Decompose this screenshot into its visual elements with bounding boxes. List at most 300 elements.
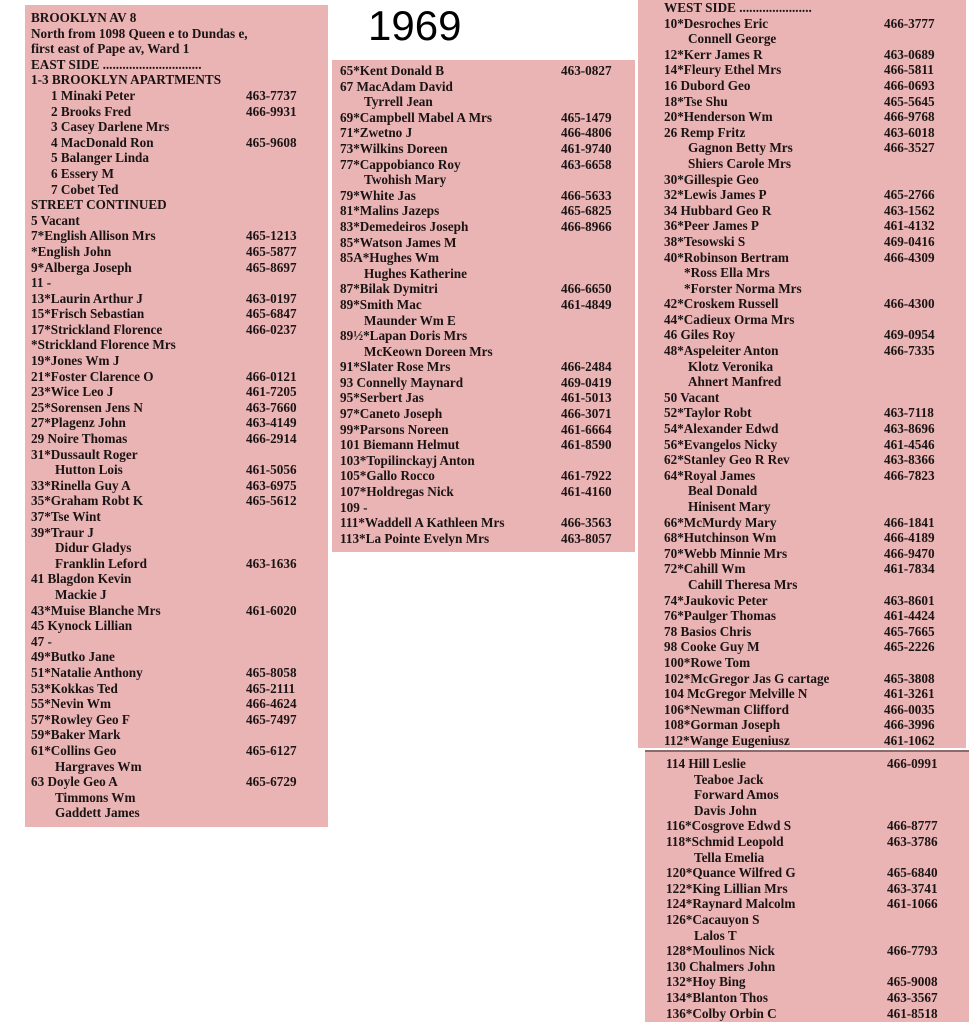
street-description: first east of Pape av, Ward 1 [31, 41, 190, 57]
entry-name: 57*Rowley Geo F [31, 711, 130, 727]
entry-name: 130 Chalmers John [666, 958, 776, 974]
entry-phone: 463-0827 [561, 63, 612, 78]
entry-name: 51*Natalie Anthony [31, 664, 143, 680]
entry-phone [884, 156, 966, 172]
entry-name: Mackie J [55, 586, 107, 602]
entry-phone: 461-4132 [884, 218, 935, 234]
directory-entry [666, 818, 969, 834]
entry-phone: 466-4189 [884, 530, 935, 546]
entry-name: 50 Vacant [664, 389, 720, 405]
entry-phone: 463-4149 [246, 415, 297, 431]
entry-phone [246, 150, 328, 166]
directory-entry [31, 681, 328, 697]
directory-entry [664, 47, 966, 63]
entry-phone [246, 337, 328, 353]
entry-name: Ahnert Manfred [688, 374, 782, 390]
entry-phone: 466-6650 [561, 281, 612, 297]
entry-phone [561, 94, 635, 110]
directory-entry [664, 437, 966, 453]
directory-entry [664, 593, 966, 609]
entry-phone: 461-4546 [884, 436, 935, 452]
entry-phone: 465-6847 [246, 306, 297, 322]
directory-entry [31, 790, 328, 806]
directory-entry [664, 639, 966, 655]
directory-entry [31, 571, 328, 587]
entry-name: Klotz Veronika [688, 358, 774, 374]
directory-entry [664, 546, 966, 562]
entry-phone: 463-6975 [246, 477, 297, 493]
entry-name: 105*Gallo Rocco [340, 468, 435, 484]
entry-name: 72*Cahill Wm [664, 561, 746, 577]
directory-entry [340, 250, 635, 266]
entry-phone [246, 197, 328, 213]
entry-phone: 463-3567 [887, 989, 938, 1005]
directory-entry [31, 774, 328, 790]
entry-name: Forward Amos [694, 787, 779, 803]
entry-name: Shiers Carole Mrs [688, 155, 792, 171]
entry-phone [884, 655, 966, 671]
entry-phone: 461-1066 [887, 896, 938, 912]
entry-name: STREET CONTINUED [31, 197, 167, 213]
entry-name: 23*Wice Leo J [31, 384, 114, 400]
directory-entry [31, 369, 328, 385]
directory-entry [31, 587, 328, 603]
entry-name: 45 Kynock Lillian [31, 618, 133, 634]
directory-entry [664, 483, 966, 499]
directory-entry [31, 556, 328, 572]
entry-name: Gaddett James [55, 805, 140, 821]
directory-entry [31, 478, 328, 494]
entry-name: 79*White Jas [340, 187, 416, 203]
entry-name: 44*Cadieux Orma Mrs [664, 311, 795, 327]
directory-entry [340, 94, 635, 110]
entry-name: 41 Blagdon Kevin [31, 571, 132, 587]
directory-entry [664, 94, 966, 110]
entry-phone: 466-7335 [884, 343, 935, 359]
entry-phone [246, 509, 328, 525]
directory-entry [664, 203, 966, 219]
entry-phone: 466-0121 [246, 368, 297, 384]
entry-phone: 463-3786 [887, 833, 938, 849]
entry-phone [887, 803, 969, 819]
directory-entry [31, 213, 328, 229]
entry-phone [246, 275, 328, 291]
entry-phone [884, 359, 966, 375]
directory-entry [31, 525, 328, 541]
entry-phone: 466-4309 [884, 249, 935, 265]
entry-phone [884, 312, 966, 328]
entry-phone: 465-3808 [884, 670, 935, 686]
entry-phone: 466-2914 [246, 431, 297, 447]
directory-entry [664, 218, 966, 234]
directory-entry [666, 803, 969, 819]
entry-phone: 465-2226 [884, 639, 935, 655]
entry-phone [561, 266, 635, 282]
entry-phone [561, 344, 635, 360]
entry-name: 32*Lewis James P [664, 187, 767, 203]
entry-phone [884, 172, 966, 188]
entry-name: 31*Dussault Roger [31, 446, 138, 462]
entry-name: 114 Hill Leslie [666, 756, 746, 771]
entry-phone [246, 790, 328, 806]
directory-entry [340, 453, 635, 469]
entry-name: 59*Baker Mark [31, 727, 121, 743]
directory-entry [340, 406, 635, 422]
entry-phone: 463-7118 [884, 405, 934, 421]
directory-entry [340, 157, 635, 173]
entry-name: 29 Noire Thomas [31, 431, 128, 447]
entry-phone: 461-1062 [884, 732, 935, 748]
entry-name: Cahill Theresa Mrs [688, 576, 798, 592]
directory-entry [31, 228, 328, 244]
directory-entry [340, 328, 635, 344]
directory-entry [31, 197, 328, 213]
entry-phone: 465-5877 [246, 243, 297, 259]
directory-entry [666, 881, 969, 897]
entry-name: 27*Plagenz John [31, 415, 126, 431]
entry-phone [561, 453, 635, 469]
directory-entry [664, 343, 966, 359]
entry-name: 25*Sorensen Jens N [31, 399, 143, 415]
directory-entry [664, 359, 966, 375]
directory-entry [340, 203, 635, 219]
entry-phone [246, 805, 328, 821]
entry-phone [561, 79, 635, 95]
entry-phone: 466-8777 [887, 818, 938, 834]
directory-entry [664, 374, 966, 390]
entry-name: 11 - [31, 275, 52, 291]
directory-entry [31, 665, 328, 681]
entry-phone: 466-5633 [561, 187, 612, 203]
directory-entry [664, 655, 966, 671]
directory-entry [664, 327, 966, 343]
entry-name: 116*Cosgrove Edwd S [666, 818, 792, 834]
entry-phone [887, 772, 969, 788]
entry-name: 81*Malins Jazeps [340, 203, 440, 219]
entry-phone: 461-3261 [884, 686, 935, 702]
directory-entry [664, 608, 966, 624]
entry-name: 21*Foster Clarence O [31, 368, 154, 384]
entry-name: Maunder Wm E [364, 312, 456, 328]
directory-entry [31, 275, 328, 291]
entry-name: 12*Kerr James R [664, 46, 763, 62]
entry-name: 136*Colby Orbin C [666, 1005, 777, 1021]
entry-phone: 469-0416 [884, 233, 935, 249]
directory-entry [31, 291, 328, 307]
entry-phone: 466-4806 [561, 125, 612, 141]
directory-entry [340, 297, 635, 313]
directory-entry [664, 312, 966, 328]
entry-phone: 463-6658 [561, 156, 612, 172]
entry-name: 38*Tesowski S [664, 233, 746, 249]
side-heading: EAST SIDE .............................. [31, 56, 202, 72]
entry-name: Gagnon Betty Mrs [688, 140, 793, 156]
entry-name: 112*Wange Eugeniusz [664, 732, 790, 748]
directory-entry [666, 959, 969, 975]
directory-entry [340, 266, 635, 282]
entry-name: 104 McGregor Melville N [664, 686, 808, 702]
entry-name: 99*Parsons Noreen [340, 421, 449, 437]
entry-name: Connell George [688, 31, 777, 47]
entry-phone: 463-0689 [884, 46, 935, 62]
entry-phone [887, 912, 969, 928]
entry-phone: 466-2484 [561, 359, 612, 375]
entry-name: 1 Minaki Peter [51, 87, 136, 103]
entry-name: 1-3 BROOKLYN APARTMENTS [31, 72, 222, 88]
entry-name: 85*Watson James M [340, 234, 457, 250]
directory-entry [666, 1006, 969, 1022]
entry-name: 62*Stanley Geo R Rev [664, 452, 790, 468]
entry-phone: 466-3071 [561, 406, 612, 422]
entry-phone: 461-6664 [561, 421, 612, 437]
entry-phone: 463-8057 [561, 530, 612, 546]
directory-entry [31, 400, 328, 416]
entry-phone: 466-3563 [561, 515, 612, 531]
entry-phone [246, 119, 328, 135]
entry-name: 100*Rowe Tom [664, 654, 751, 670]
directory-entry [664, 421, 966, 437]
entry-phone [246, 571, 328, 587]
entry-phone: 465-1213 [246, 228, 297, 244]
directory-entry [666, 943, 969, 959]
directory-entry [664, 515, 966, 531]
directory-entry [340, 281, 635, 297]
entry-name: 14*Fleury Ethel Mrs [664, 62, 782, 78]
entry-name: 6 Essery M [51, 165, 114, 181]
entry-name: Hutton Lois [55, 462, 123, 478]
year-label: 1969 [368, 2, 462, 49]
entry-name: Teaboe Jack [694, 771, 764, 787]
directory-entry [666, 912, 969, 928]
directory-entry [31, 493, 328, 509]
entry-name: 47 - [31, 633, 52, 649]
entry-phone: 465-6127 [246, 742, 297, 758]
directory-entry [340, 484, 635, 500]
directory-entry [340, 313, 635, 329]
directory-entry [340, 515, 635, 531]
entry-phone [561, 172, 635, 188]
entry-name: 65*Kent Donald B [340, 63, 445, 78]
entry-phone [561, 313, 635, 329]
entry-name: 40*Robinson Bertram [664, 249, 789, 265]
directory-entry [666, 865, 969, 881]
entry-phone: 461-8518 [887, 1005, 938, 1021]
entry-name: Timmons Wm [55, 789, 136, 805]
entry-name: 73*Wilkins Doreen [340, 140, 448, 156]
entry-name: 37*Tse Wint [31, 509, 101, 524]
entry-name: 49*Butko Jane [31, 649, 115, 665]
entry-name: 19*Jones Wm J [31, 353, 120, 369]
entry-phone [884, 483, 966, 499]
directory-entry [31, 431, 328, 447]
entry-phone [246, 353, 328, 369]
entry-name: 134*Blanton Thos [666, 989, 768, 1005]
entry-name: 98 Cooke Guy M [664, 639, 760, 655]
directory-entry [31, 384, 328, 400]
entry-name: 3 Casey Darlene Mrs [51, 119, 170, 135]
entry-phone [887, 928, 969, 944]
directory-entry [664, 109, 966, 125]
entry-name: 53*Kokkas Ted [31, 680, 118, 696]
entry-phone: 466-3777 [884, 15, 935, 31]
directory-entry [664, 62, 966, 78]
entry-name: Tyrrell Jean [364, 94, 433, 110]
entry-phone: 466-7793 [887, 943, 938, 959]
directory-entry [31, 119, 328, 135]
directory-entry [664, 78, 966, 94]
directory-entry [666, 896, 969, 912]
directory-entry [664, 561, 966, 577]
directory-entry [340, 359, 635, 375]
directory-entry [664, 281, 966, 297]
directory-entry [664, 390, 966, 406]
entry-phone: 465-9608 [246, 134, 297, 150]
entry-name: 64*Royal James [664, 467, 756, 483]
entry-phone [887, 850, 969, 866]
directory-column-1 [25, 5, 328, 827]
side-heading: WEST SIDE ...................... [664, 0, 812, 15]
entry-phone: 463-8696 [884, 421, 935, 437]
directory-entry [31, 649, 328, 665]
entry-phone [246, 649, 328, 665]
entry-name: Beal Donald [688, 483, 758, 499]
directory-entry [31, 540, 328, 556]
entry-phone: 465-1479 [561, 109, 612, 125]
entry-phone: 469-0419 [561, 374, 612, 390]
directory-entry [31, 322, 328, 338]
directory-entry [31, 150, 328, 166]
directory-entry [340, 235, 635, 251]
entry-phone [246, 618, 328, 634]
directory-entry [31, 447, 328, 463]
directory-entry [31, 353, 328, 369]
entry-phone [246, 166, 328, 182]
directory-entry [31, 805, 328, 821]
entry-name: 120*Quance Wilfred G [666, 865, 796, 881]
entry-phone: 465-5645 [884, 93, 935, 109]
entry-phone: 463-6018 [884, 124, 935, 140]
entry-phone [884, 499, 966, 515]
entry-phone: 465-6825 [561, 203, 612, 219]
directory-entry [31, 135, 328, 151]
entry-name: Lalos T [694, 927, 737, 943]
entry-name: 76*Paulger Thomas [664, 608, 776, 624]
entry-name: 7 Cobet Ted [51, 181, 119, 197]
entry-name: 43*Muise Blanche Mrs [31, 602, 161, 618]
entry-phone: 461-5056 [246, 462, 297, 478]
entry-phone [246, 727, 328, 743]
directory-entry [664, 468, 966, 484]
entry-phone [246, 213, 328, 229]
entry-phone [246, 182, 328, 198]
entry-name: 33*Rinella Guy A [31, 477, 131, 493]
entry-phone: 465-5612 [246, 493, 297, 509]
entry-phone [887, 787, 969, 803]
entry-phone [246, 587, 328, 603]
directory-entry [664, 16, 966, 32]
entry-name: 2 Brooks Fred [51, 103, 132, 119]
entry-phone: 461-4849 [561, 296, 612, 312]
directory-entry [31, 462, 328, 478]
directory-entry [340, 390, 635, 406]
street-description: North from 1098 Queen e to Dundas e, [31, 25, 248, 41]
directory-entry [664, 499, 966, 515]
entry-name: *Forster Norma Mrs [684, 280, 802, 296]
directory-entry [340, 125, 635, 141]
entry-name: Tella Emelia [694, 849, 765, 865]
entry-phone: 463-8366 [884, 452, 935, 468]
entry-phone: 461-4424 [884, 608, 935, 624]
entry-name: Hinisent Mary [688, 499, 771, 514]
directory-entry [31, 743, 328, 759]
directory-entry [340, 531, 635, 547]
entry-phone: 461-7834 [884, 561, 935, 577]
entry-phone: 461-6020 [246, 602, 297, 618]
directory-entry [664, 733, 966, 748]
entry-name: 52*Taylor Robt [664, 405, 752, 421]
directory-entry [31, 88, 328, 104]
directory-entry [340, 375, 635, 391]
directory-entry [340, 79, 635, 95]
entry-phone [561, 500, 635, 516]
entry-name: 5 Balanger Linda [51, 150, 149, 166]
entry-phone: 461-7922 [561, 468, 612, 484]
entry-name: 77*Cappobianco Roy [340, 156, 461, 172]
directory-entry [664, 624, 966, 640]
entry-name: 70*Webb Minnie Mrs [664, 545, 788, 561]
entry-phone: 466-7823 [884, 467, 935, 483]
directory-entry [31, 712, 328, 728]
entry-phone [246, 72, 328, 88]
entry-name: 4 MacDonald Ron [51, 134, 154, 150]
entry-name: 66*McMurdy Mary [664, 514, 777, 530]
entry-phone: 463-3741 [887, 880, 938, 896]
directory-entry [31, 244, 328, 260]
entry-phone [561, 250, 635, 266]
directory-entry [664, 172, 966, 188]
entry-name: Hargraves Wm [55, 758, 142, 774]
entry-phone: 466-9768 [884, 109, 935, 125]
entry-name: 89½*Lapan Doris Mrs [340, 328, 468, 344]
entry-phone: 466-9931 [246, 103, 297, 119]
directory-entry [31, 696, 328, 712]
directory-entry [664, 265, 966, 281]
entry-name: 42*Croskem Russell [664, 296, 779, 312]
entry-name: 111*Waddell A Kathleen Mrs [340, 515, 505, 531]
directory-entry [31, 182, 328, 198]
entry-phone [884, 577, 966, 593]
directory-entry [31, 603, 328, 619]
entry-phone: 466-1841 [884, 514, 935, 530]
entry-phone: 461-5013 [561, 390, 612, 406]
directory-entry [666, 834, 969, 850]
entry-name: 89*Smith Mac [340, 296, 422, 312]
directory-entry [664, 452, 966, 468]
entry-name: 46 Giles Roy [664, 327, 736, 343]
entry-name: *Ross Ella Mrs [684, 265, 770, 281]
directory-entry [340, 219, 635, 235]
directory-entry [664, 686, 966, 702]
directory-column-3 [638, 0, 966, 748]
entry-name: 118*Schmid Leopold [666, 833, 784, 849]
directory-entry [340, 437, 635, 453]
entry-phone: 463-0197 [246, 290, 297, 306]
entry-phone: 465-8058 [246, 664, 297, 680]
directory-entry [666, 772, 969, 788]
entry-phone: 463-1636 [246, 555, 297, 571]
directory-entry [31, 306, 328, 322]
entry-name: 132*Hoy Bing [666, 974, 746, 990]
